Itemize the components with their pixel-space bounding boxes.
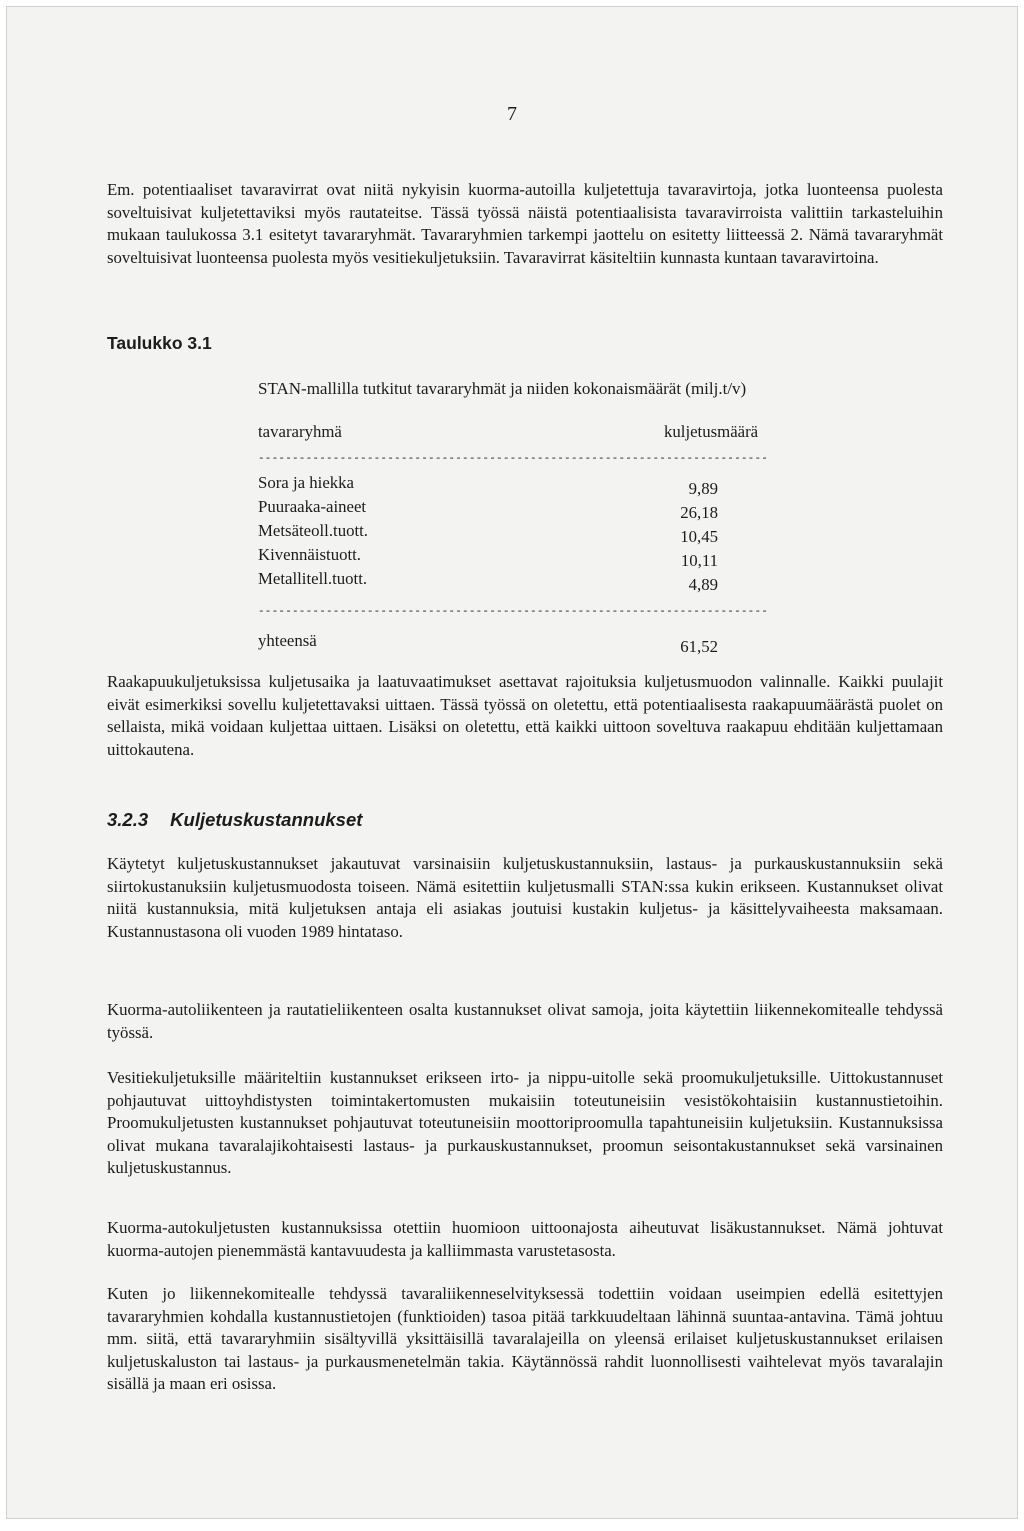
table-row — [258, 473, 718, 498]
row-value: 10,45 — [680, 527, 718, 546]
row-label: Puuraaka-aineet — [258, 497, 367, 516]
table-row — [258, 521, 718, 546]
table-total-row — [258, 631, 718, 656]
row-label: Metsäteoll.tuott. — [258, 521, 368, 540]
section-title: Kuljetuskustannukset — [170, 809, 363, 830]
paragraph-uittoonajo: Kuorma-autokuljetusten kustannuksissa otettiin huomioon uittoonajosta aiheutuvat lisäkustannukset. Nämä johtuvat kuorma-autojen pienemmästä kantavuudesta ja kalliimmasta varustetasosta. — [107, 1218, 943, 1260]
row-label: Sora ja hiekka — [258, 473, 354, 492]
paragraph-vesitie: Vesitiekuljetuksille määriteltiin kustannukset erikseen irto- ja nippu-uitolle sekä proomukuljetuksille. Uittokustannuset pohjautuvat uittoyhdistysten toimintakertomusten mukaisiin toteutuneisiin vesistökohtaisiin kustannustietoihin. Proomukuljetusten kustannukset pohjautuvat toteutuneisiin moottoriproomulla tapahtuneisiin kuljetuksiin. Kustannuksissa olivat mukana tavaralajikohtaisesti lastaus- ja purkauskustannukset, proomun seisontakustannukset sekä varsinainen kuljetuskustannus. — [107, 1068, 943, 1177]
document-page — [6, 6, 1018, 1519]
total-label: yhteensä — [258, 631, 317, 650]
table-row — [258, 545, 718, 570]
row-value: 9,89 — [688, 479, 718, 498]
paragraph-raakapuu: Raakapuukuljetuksissa kuljetusaika ja laatuvaatimukset asettavat rajoituksia kuljetusmuodon valinnalle. Kaikki puulajit eivät esimerkiksi sovellu kuljetettavaksi uittaen. Tässä työssä on oletettu, että potentiaalisesta raakapuumäärästä puolet on sellaista, mikä voidaan kuljettaa uittaen. Lisäksi on oletettu, että kaikki uittoon soveltuva raakapuu ehditään kuljettamaan uittokautena. — [107, 672, 943, 759]
table-header-amount: kuljetusmäärä — [664, 422, 759, 441]
section-number: 3.2.3 — [107, 809, 149, 830]
paragraph-kuorma-auto: Kuorma-autoliikenteen ja rautatieliikenteen osalta kustannukset olivat samoja, joita käytettiin liikennekomitealle tehdyssä työssä. — [107, 1000, 943, 1042]
table-row — [258, 569, 718, 594]
table-row — [258, 497, 718, 522]
paragraph-intro: Em. potentiaaliset tavaravirrat ovat niitä nykyisin kuorma-autoilla kuljetettuja tavaravirtoja, jotka luonteensa puolesta soveltuisivat kuljetettaviksi myös rautateitse. Tässä työssä näistä potentiaalisista tavaravirroista valittiin tarkasteluihin mukaan taulukossa 3.1 esitetyt tavararyhmät. Tavararyhmien tarkempi jaottelu on esitetty liitteessä 2. Nämä tavararyhmät soveltuisivat luonteensa puolesta myös vesitiekuljetuksiin. Tavaravirrat käsiteltiin kunnasta kuntaan tavaravirtoina. — [107, 180, 943, 267]
row-value: 10,11 — [680, 551, 718, 570]
row-label: Kivennäistuott. — [258, 545, 362, 564]
paragraph-kustannukset: Käytetyt kuljetuskustannukset jakautuvat varsinaisiin kuljetuskustannuksiin, lastaus- ja purkauskustannuksiin sekä siirtokustanuksiin kuljetusmuodosta toiseen. Nämä esitettiin kuljetusmalli STAN:ssa kukin erikseen. Kustannukset olivat niitä kustannuksia, mitä kuljetuksen antaja eli asiakas joutuisi kustakin kuljetus- ja käsittelyvaiheesta maksamaan. Kustannustasona oli vuoden 1989 hintataso. — [107, 854, 943, 941]
row-label: Metallitell.tuott. — [258, 569, 368, 588]
row-value: 26,18 — [680, 503, 718, 522]
page-number: 7 — [507, 103, 517, 125]
table-rule-bottom: --------------------------------------------------------------------------- — [258, 606, 769, 618]
table-rule-top: --------------------------------------------------------------------------- — [258, 453, 769, 465]
table-header-group: tavararyhmä — [258, 422, 342, 441]
section-heading — [107, 809, 362, 831]
table-header — [258, 422, 798, 442]
paragraph-liikennekomitea: Kuten jo liikennekomitealle tehdyssä tavaraliikenneselvityksessä todettiin voidaan useimpien edellä esitettyjen tavararyhmien kohdalla kustannustietojen (funktioiden) tasoa pitää tarkkuudeltaan lähinnä suuntaa-antavina. Tämä johtuu mm. siitä, että tavararyhmiin sisältyvillä yksittäisillä tavaralajeilla on yleensä erilaiset kuljetuskustannukset erilaisen kuljetuskaluston tai lastaus- ja purkausmenetelmän takia. Käytännössä rahdit luonnollisesti vaihtelevat myös tavaralajin sisällä ja maan eri osissa. — [107, 1284, 943, 1393]
table-title: STAN-mallilla tutkitut tavararyhmät ja niiden kokonaismäärät (milj.t/v) — [258, 379, 747, 398]
table-caption: Taulukko 3.1 — [107, 333, 212, 353]
row-value: 4,89 — [688, 575, 718, 594]
total-value: 61,52 — [680, 637, 718, 656]
